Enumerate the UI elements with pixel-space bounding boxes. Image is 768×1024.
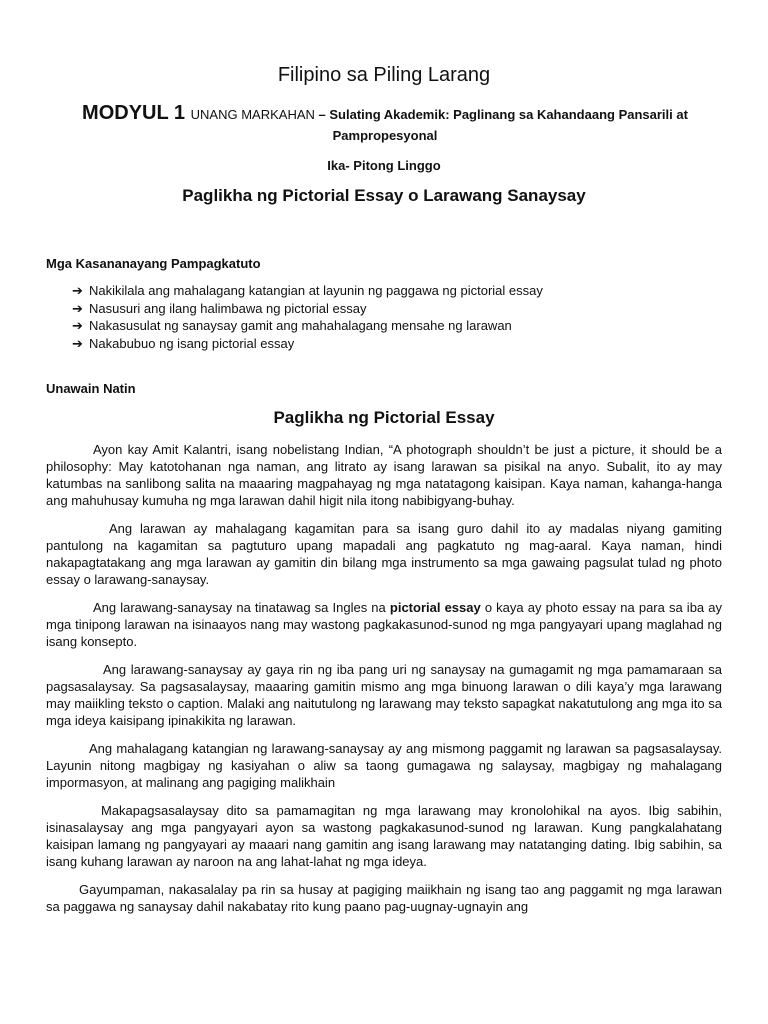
bold-term: pictorial essay bbox=[389, 600, 481, 615]
lesson-title: Paglikha ng Pictorial Essay o Larawang Sanaysay bbox=[182, 186, 586, 205]
paragraph-text: o kaya ay photo essay na para sa iba ay mga tinipong larawan na isinaayos nang may wastong pagkakasunod-sunod ng mga pangyayari upang maglahad ng isang konsepto. bbox=[46, 600, 722, 649]
objectives-heading: Mga Kasananayang Pampagkatuto bbox=[46, 256, 261, 271]
module-quarter: UNANG MARKAHAN bbox=[190, 107, 315, 122]
objective-text: Nakabubuo ng isang pictorial essay bbox=[89, 335, 295, 351]
right-arrow-icon: ➔ bbox=[72, 283, 83, 298]
document-title: Filipino sa Piling Larang bbox=[277, 64, 491, 86]
list-item bbox=[72, 335, 543, 353]
module-heading bbox=[60, 103, 710, 146]
section-title: Paglikha ng Pictorial Essay bbox=[273, 408, 495, 427]
paragraph-text: Ang larawang-sanaysay na tinatawag sa Ingles na bbox=[93, 600, 390, 615]
paragraph: Makapagsasalaysay dito sa pamamagitan ng mga larawang may kronolohikal na ayos. Ibig sabihin, isinasalaysay ang mga pangyayari ayon sa wastong pagkakasunod-sunod ng larawan. Kung pangkalahatang kaisipan lamang ng pangyayari ay maaari nang gamitin ang isang larawang may natatanging dating. Ibig sabihin, sa isang kuhang larawan ay naroon na ang lahat-lahat ng mga ideya. bbox=[46, 803, 722, 869]
right-arrow-icon: ➔ bbox=[72, 300, 83, 316]
list-item bbox=[72, 300, 543, 318]
right-arrow-icon: ➔ bbox=[72, 318, 83, 333]
right-arrow-icon: ➔ bbox=[72, 335, 83, 351]
module-dash: – bbox=[314, 107, 330, 122]
body-text bbox=[46, 441, 722, 926]
section-heading: Unawain Natin bbox=[46, 381, 136, 396]
objective-text: Nasusuri ang ilang halimbawa ng pictorial essay bbox=[89, 300, 367, 316]
objective-text: Nakasusulat ng sanaysay gamit ang mahahalagang mensahe ng larawan bbox=[89, 318, 512, 333]
objective-text: Nakikilala ang mahalagang katangian at layunin ng paggawa ng pictorial essay bbox=[89, 283, 543, 298]
paragraph: Ayon kay Amit Kalantri, isang nobelistang Indian, “A photograph shouldn’t be just a picture, it should be a philosophy: May katotohanan nga naman, ang litrato ay isang larawan sa pisikal na anyo. Subalit, ito ay may katumbas na sanlibong salita na maaaring magpahayag ng mga natatagong kaisipan. Kaya naman, kahanga-hanga ang mahuhusay kumuha ng mga larawan dahil higit nila itong nabibigyang-buhay. bbox=[46, 442, 722, 508]
paragraph: Ang larawang-sanaysay ay gaya rin ng iba pang uri ng sanaysay na gumagamit ng mga pamamaraan sa pagsasalaysay. Sa pagsasalaysay, maaaring gamitin mismo ang mga binuong larawan o dili kaya’y mga larawang may maiikling teksto o caption. Malaki ang naitutulong ng larawang may teksto sapagkat nakatutulong ang mga ito sa mga ideya kaisipang ipinakikita ng larawan. bbox=[46, 662, 722, 728]
paragraph bbox=[46, 599, 722, 650]
module-label: MODYUL 1 bbox=[82, 102, 186, 124]
paragraph: Ang mahalagang katangian ng larawang-sanaysay ay ang mismong paggamit ng larawan sa pagsasalaysay. Layunin nitong magbigay ng kasiyahan o aliw sa taong gumagawa ng salaysay, magbigay ng mahalagang impormasyon, at malinang ang pagiging malikhain bbox=[46, 741, 722, 790]
paragraph: Gayumpaman, nakasalalay pa rin sa husay at pagiging maiikhain ng isang tao ang paggamit ng mga larawan sa paggawa ng sanaysay dahil nakabatay rito kung paano pag-uugnay-ugnayin ang bbox=[46, 882, 722, 914]
paragraph: Ang larawan ay mahalagang kagamitan para sa isang guro dahil ito ay madalas niyang gamiting pantulong na kagamitan sa pagtuturo upang mapadali ang pagkatuto ng mag-aaral. Kaya naman, hindi nakapagtatakang ang mga larawan ay gamitin din bilang mga instrumento sa mga gawaing pagsulat tulad ng photo essay o larawang-sanaysay. bbox=[46, 521, 722, 587]
module-subject: Sulating Akademik: Paglinang sa Kahandaang Pansarili at Pampropesyonal bbox=[329, 107, 688, 143]
objectives-list bbox=[72, 282, 543, 352]
list-item bbox=[72, 282, 543, 300]
list-item bbox=[72, 317, 543, 335]
week-label: Ika- Pitong Linggo bbox=[327, 158, 441, 173]
